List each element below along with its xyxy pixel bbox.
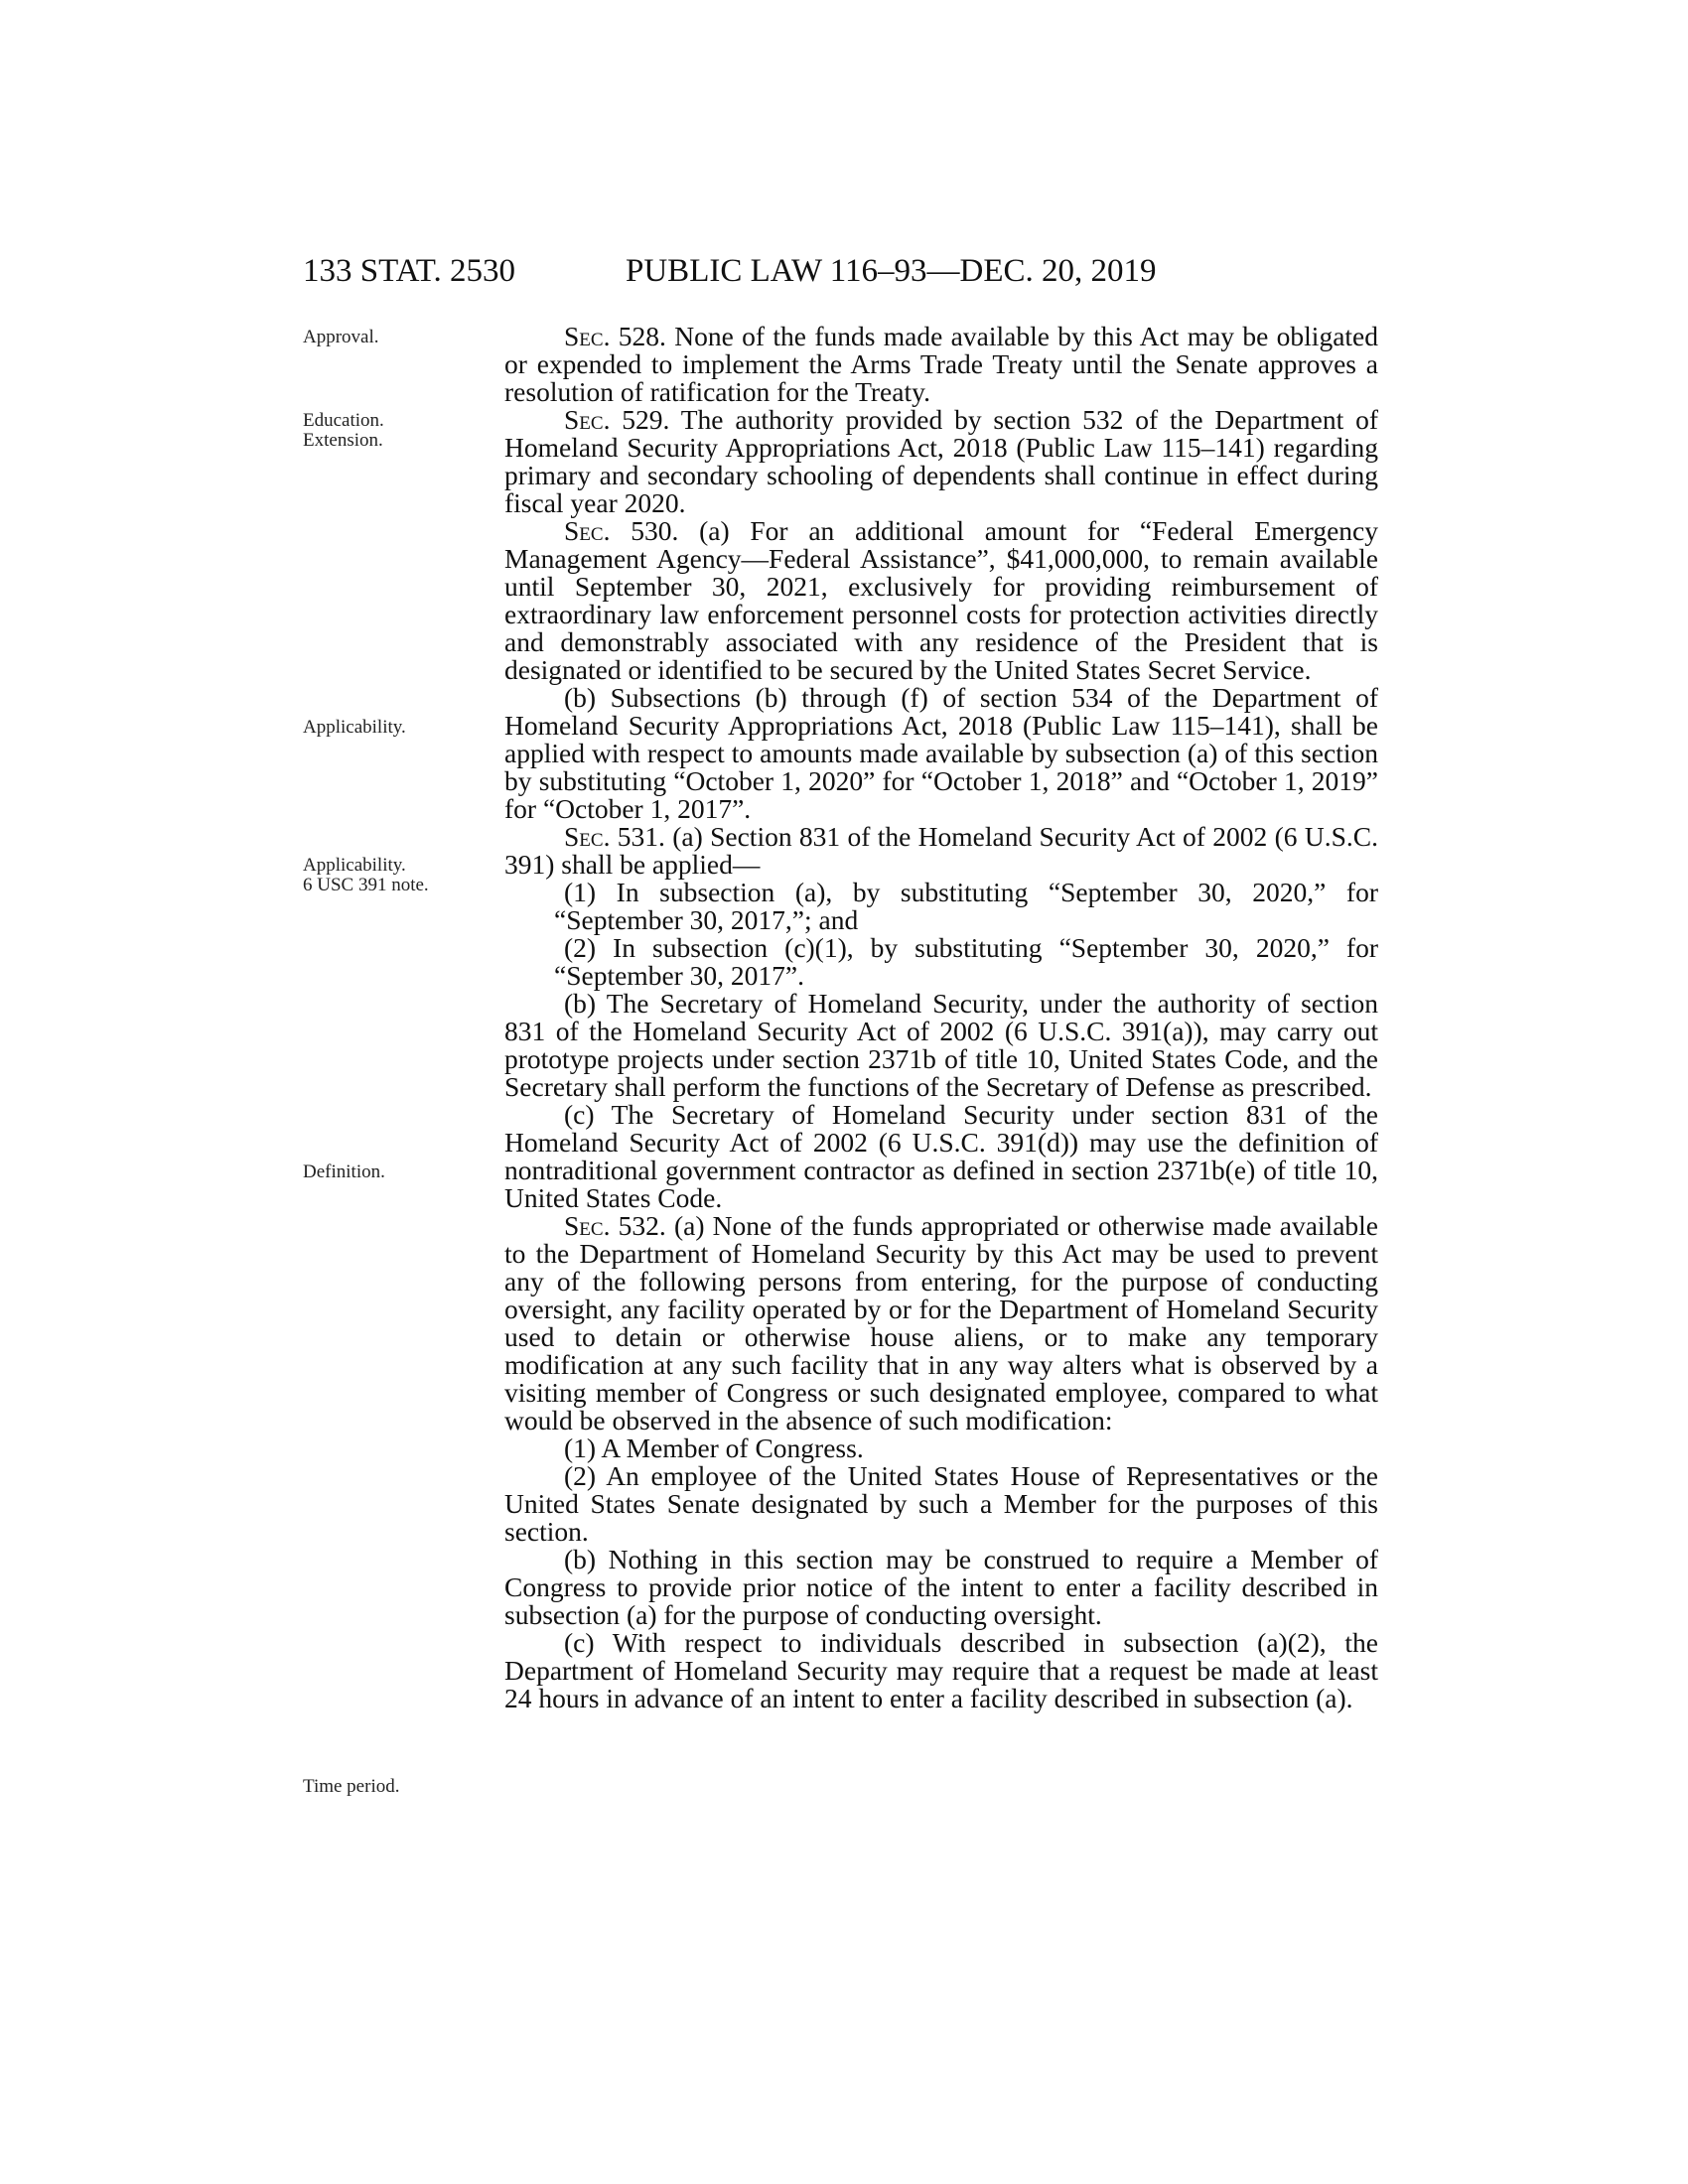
- public-law-title: PUBLIC LAW 116–93—DEC. 20, 2019: [626, 253, 1157, 289]
- page-header: [303, 253, 1375, 293]
- margin-note-applicability: Applicability.: [303, 717, 406, 738]
- section-530-b: (b) Subsections (b) through (f) of section 534 of the Department of Homeland Security Appropriations Act, 2018 (Public Law 115–141), shall be applied with respect to amounts made available by subsection (a) of this section by substituting “October 1, 2020” for “October 1, 2018” and “October 1, 2019” for “October 1, 2017”.: [504, 682, 1378, 824]
- stat-page-number: 133 STAT. 2530: [303, 253, 516, 289]
- section-532-a-2: (2) An employee of the United States House of Representatives or the United States Senate designated by such a Member for the purposes of this section.: [504, 1460, 1378, 1547]
- body-text: [504, 323, 1378, 1712]
- section-530-a: Sec. 530. (a) For an additional amount for “Federal Emergency Management Agency—Federal Assistance”, $41,000,000, to remain available until September 30, 2021, exclusively for providing reimbursement of extraordinary law enforcement personnel costs for protection activities directly and demonstrably associated with any residence of the President that is designated or identified to be secured by the United States Secret Service.: [504, 515, 1378, 685]
- section-531-a: Sec. 531. (a) Section 831 of the Homeland Security Act of 2002 (6 U.S.C. 391) shall be applied—: [504, 821, 1378, 880]
- margin-note-education: Education. Extension.: [303, 410, 384, 451]
- margin-note-time-period: Time period.: [303, 1776, 400, 1797]
- section-532-a: Sec. 532. (a) None of the funds appropriated or otherwise made available to the Department of Homeland Security by this Act may be used to prevent any of the following persons from entering, for the purpose of conducting oversight, any facility operated by or for the Department of Homeland Security used to detain or otherwise house aliens, or to make any temporary modification at any such facility that in any way alters what is observed by a visiting member of Congress or such designated employee, compared to what would be observed in the absence of such modification:: [504, 1210, 1378, 1435]
- margin-note-definition: Definition.: [303, 1161, 385, 1182]
- margin-note-applicability-usc: Applicability. 6 USC 391 note.: [303, 855, 429, 895]
- section-531-a-2: (2) In subsection (c)(1), by substituting “September 30, 2020,” for “September 30, 2017”.: [554, 932, 1378, 991]
- section-531-a-1: (1) In subsection (a), by substituting “September 30, 2020,” for “September 30, 2017,”; and: [554, 877, 1378, 935]
- section-531-b: (b) The Secretary of Homeland Security, under the authority of section 831 of the Homeland Security Act of 2002 (6 U.S.C. 391(a)), may carry out prototype projects under section 2371b of title 10, United States Code, and the Secretary shall perform the functions of the Secretary of Defense as prescribed.: [504, 988, 1378, 1102]
- section-529: Sec. 529. The authority provided by section 532 of the Department of Homeland Security Appropriations Act, 2018 (Public Law 115–141) regarding primary and secondary schooling of dependents shall continue in effect during fiscal year 2020.: [504, 404, 1378, 518]
- section-532-a-1: (1) A Member of Congress.: [564, 1433, 864, 1463]
- section-532-b: (b) Nothing in this section may be construed to require a Member of Congress to provide prior notice of the intent to enter a facility described in subsection (a) for the purpose of conducting oversight.: [504, 1544, 1378, 1630]
- section-528: Sec. 528. None of the funds made available by this Act may be obligated or expended to implement the Arms Trade Treaty until the Senate approves a resolution of ratification for the Treaty.: [504, 321, 1378, 407]
- section-531-c: (c) The Secretary of Homeland Security under section 831 of the Homeland Security Act of 2002 (6 U.S.C. 391(d)) may use the definition of nontraditional government contractor as defined in section 2371b(e) of title 10, United States Code.: [504, 1099, 1378, 1213]
- margin-note-approval: Approval.: [303, 327, 379, 347]
- section-532-c: (c) With respect to individuals described in subsection (a)(2), the Department of Homeland Security may require that a request be made at least 24 hours in advance of an intent to enter a facility described in subsection (a).: [504, 1627, 1378, 1713]
